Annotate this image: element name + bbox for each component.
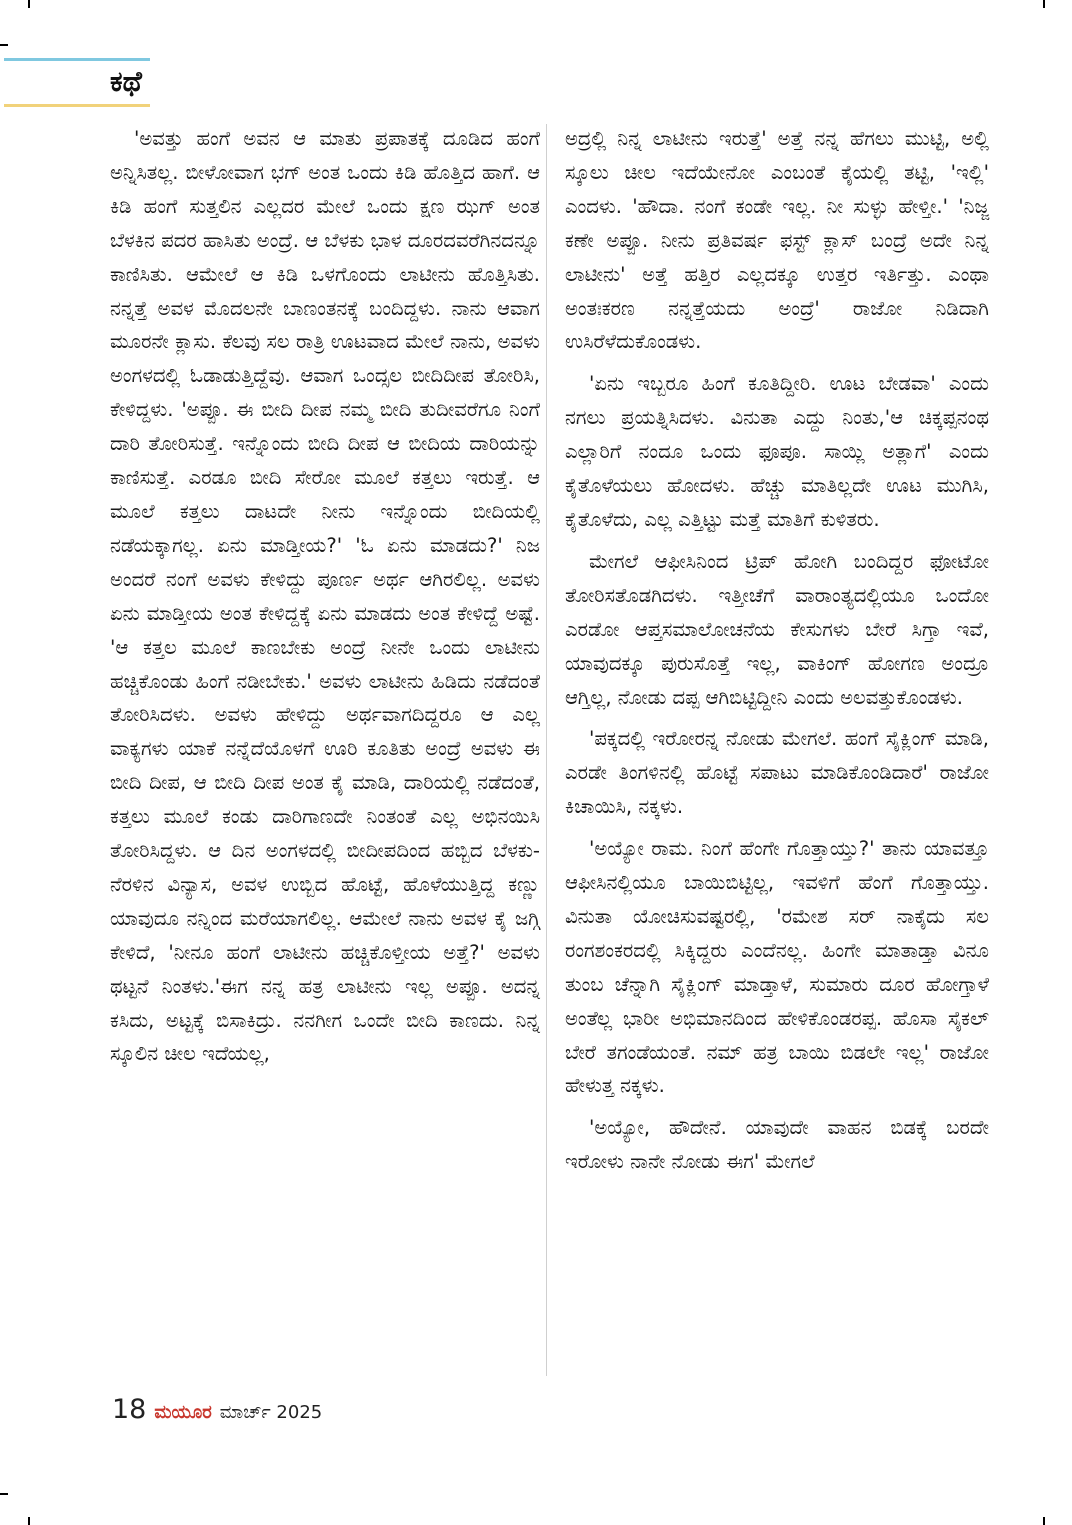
magazine-name: ಮಯೂರ [154,1402,212,1423]
column-divider [546,124,547,1376]
paragraph: 'ಅವತ್ತು ಹಂಗೆ ಅವನ ಆ ಮಾತು ಪ್ರಪಾತಕ್ಕೆ ದೂಡಿದ ಹಂಗೆ ಅನ್ನಿಸಿತಲ್ಲ. ಬೀಳೋವಾಗ ಭಗ್ ಅಂತ ಒಂದು ಕಿಡಿ ಹೊತ್ತಿದ ಹಾಗೆ. ಆ ಕಿಡಿ ಹಂಗೆ ಸುತ್ತಲಿನ ಎಲ್ಲದರ ಮೇಲೆ ಒಂದು ಕ್ಷಣ ಝಗ್ ಅಂತ ಬೆಳಕಿನ ಪದರ ಹಾಸಿತು ಅಂದ್ರೆ. ಆ ಬೆಳಕು ಭಾಳ ದೂರದವರೆಗಿನದನ್ನೂ ಕಾಣಿಸಿತು. ಆಮೇಲೆ ಆ ಕಿಡಿ ಒಳಗೊಂದು ಲಾಟೀನು ಹೊತ್ತಿಸಿತು. ನನ್ನತ್ತೆ ಅವಳ ಮೊದಲನೇ ಬಾಣಂತನಕ್ಕೆ ಬಂದಿದ್ದಳು. ನಾನು ಆವಾಗ ಮೂರನೇ ಕ್ಲಾಸು. ಕೆಲವು ಸಲ ರಾತ್ರಿ ಊಟವಾದ ಮೇಲೆ ನಾನು, ಅವಳು ಅಂಗಳದಲ್ಲಿ ಓಡಾಡುತ್ತಿದ್ದೆವು. ಆವಾಗ ಒಂದ್ಸಲ ಬೀದಿದೀಪ ತೋರಿಸಿ, ಕೇಳಿದ್ದಳು. 'ಅಪ್ಪೂ. ಈ ಬೀದಿ ದೀಪ ನಮ್ಮ ಬೀದಿ ತುದೀವರೆಗೂ ನಿಂಗೆ ದಾರಿ ತೋರಿಸುತ್ತೆ. ಇನ್ನೊಂದು ಬೀದಿ ದೀಪ ಆ ಬೀದಿಯ ದಾರಿಯನ್ನು ಕಾಣಿಸುತ್ತೆ. ಎರಡೂ ಬೀದಿ ಸೇರೋ ಮೂಲೆ ಕತ್ತಲು ಇರುತ್ತೆ. ಆ ಮೂಲೆ ಕತ್ತಲು ದಾಟದೇ ನೀನು ಇನ್ನೊಂದು ಬೀದಿಯಲ್ಲಿ ನಡೆಯಕ್ಕಾಗಲ್ಲ. ಏನು ಮಾಡ್ತೀಯ?' 'ಓ ಏನು ಮಾಡದು?' ನಿಜ ಅಂದರೆ ನಂಗೆ ಅವಳು ಕೇಳಿದ್ದು ಪೂರ್ಣ ಅರ್ಥ ಆಗಿರಲಿಲ್ಲ. ಅವಳು ಏನು ಮಾಡ್ತೀಯ ಅಂತ ಕೇಳಿದ್ದಕ್ಕೆ ಏನು ಮಾಡದು ಅಂತ ಕೇಳಿದ್ದೆ ಅಷ್ಟೆ. 'ಆ ಕತ್ತಲ ಮೂಲೆ ಕಾಣಬೇಕು ಅಂದ್ರೆ ನೀನೇ ಒಂದು ಲಾಟೀನು ಹಚ್ಚಿಕೊಂಡು ಹಿಂಗೆ ನಡೀಬೇಕು.' ಅವಳು ಲಾಟೀನು ಹಿಡಿದು ನಡೆದಂತೆ ತೋರಿಸಿದಳು. ಅವಳು ಹೇಳಿದ್ದು ಅರ್ಥವಾಗದಿದ್ದರೂ ಆ ಎಲ್ಲ ವಾಕ್ಯಗಳು ಯಾಕೆ ನನ್ನೆದೆಯೊಳಗೆ ಊರಿ ಕೂತಿತು ಅಂದ್ರೆ ಅವಳು ಈ ಬೀದಿ ದೀಪ, ಆ ಬೀದಿ ದೀಪ ಅಂತ ಕೈ ಮಾಡಿ, ದಾರಿಯಲ್ಲಿ ನಡೆದಂತೆ, ಕತ್ತಲು ಮೂಲೆ ಕಂಡು ದಾರಿಗಾಣದೇ ನಿಂತಂತೆ ಎಲ್ಲ ಅಭಿನಯಿಸಿ ತೋರಿಸಿದ್ದಳು. ಆ ದಿನ ಅಂಗಳದಲ್ಲಿ ಬೀದೀಪದಿಂದ ಹಬ್ಬಿದ ಬೆಳಕು-ನೆರಳಿನ ವಿನ್ಯಾಸ, ಅವಳ ಉಬ್ಬಿದ ಹೊಟ್ಟೆ, ಹೊಳೆಯುತ್ತಿದ್ದ ಕಣ್ಣು ಯಾವುದೂ ನನ್ನಿಂದ ಮರೆಯಾಗಲಿಲ್ಲ. ಆಮೇಲೆ ನಾನು ಅವಳ ಕೈ ಜಗ್ಗಿ ಕೇಳಿದೆ, 'ನೀನೂ ಹಂಗೆ ಲಾಟೀನು ಹಚ್ಚಿಕೊಳ್ತೀಯ ಅತ್ತೆ?' ಅವಳು ಥಟ್ಟನೆ ನಿಂತಳು.'ಈಗ ನನ್ನ ಹತ್ರ ಲಾಟೀನು ಇಲ್ಲ ಅಪ್ಪೂ. ಅದನ್ನ ಕಸಿದು, ಅಟ್ಟಕ್ಕೆ ಬಿಸಾಕಿದ್ರು. ನನಗೀಗ ಒಂದೇ ಬೀದಿ ಕಾಣದು. ನಿನ್ನ ಸ್ಕೂಲಿನ ಚೀಲ ಇದೆಯಲ್ಲ, [110,127,540,1066]
section-label: ಕಥೆ [110,65,142,98]
crop-mark [28,1517,30,1525]
header-rule-top [4,58,150,61]
right-column [565,122,989,1187]
page-number: 18 [112,1394,147,1425]
crop-mark [1043,0,1045,8]
crop-mark [1043,1517,1045,1525]
left-column [110,122,540,1079]
crop-mark [28,0,30,8]
page-footer [112,1394,322,1425]
paragraph: 'ಅಯ್ಯೋ, ಹೌದೇನೆ. ಯಾವುದೇ ವಾಹನ ಬಿಡಕ್ಕೆ ಬರದೇ ಇರೋಳು ನಾನೇ ನೋಡು ಈಗ' ಮೇಗಲೆ [565,1116,989,1174]
crop-mark [0,44,8,46]
paragraph: ಮೇಗಲೆ ಆಫೀಸಿನಿಂದ ಟ್ರಿಪ್ ಹೋಗಿ ಬಂದಿದ್ದರ ಫೋಟೋ ತೋರಿಸತೊಡಗಿದಳು. ಇತ್ತೀಚೆಗೆ ವಾರಾಂತ್ಯದಲ್ಲಿಯೂ ಒಂದೋ ಎರಡೋ ಆಪ್ತಸಮಾಲೋಚನೆಯ ಕೇಸುಗಳು ಬೇರೆ ಸಿಗ್ತಾ ಇವೆ, ಯಾವುದಕ್ಕೂ ಪುರುಸೊತ್ತೆ ಇಲ್ಲ, ವಾಕಿಂಗ್ ಹೋಗಣ ಅಂದ್ರೂ ಆಗ್ತಿಲ್ಲ, ನೋಡು ದಪ್ಪ ಆಗಿಬಿಟ್ಟಿದ್ದೀನಿ ಎಂದು ಅಲವತ್ತುಕೊಂಡಳು. [565,549,989,709]
paragraph: 'ಪಕ್ಕದಲ್ಲಿ ಇರೋರನ್ನ ನೋಡು ಮೇಗಲೆ. ಹಂಗೆ ಸೈಕ್ಲಿಂಗ್ ಮಾಡಿ, ಎರಡೇ ತಿಂಗಳಿನಲ್ಲಿ ಹೊಟ್ಟೆ ಸಪಾಟು ಮಾಡಿಕೊಂಡಿದಾರೆ' ರಾಜೋ ಕಿಚಾಯಿಸಿ, ನಕ್ಕಳು. [565,727,989,819]
paragraph: ಅದ್ರಲ್ಲಿ ನಿನ್ನ ಲಾಟೀನು ಇರುತ್ತೆ' ಅತ್ತೆ ನನ್ನ ಹೆಗಲು ಮುಟ್ಟಿ, ಅಲ್ಲಿ ಸ್ಕೂಲು ಚೀಲ ಇದೆಯೇನೋ ಎಂಬಂತೆ ಕೈಯಲ್ಲಿ ತಟ್ಟಿ, 'ಇಲ್ಲಿ' ಎಂದಳು. 'ಹೌದಾ. ನಂಗೆ ಕಂಡೇ ಇಲ್ಲ. ನೀ ಸುಳ್ಳು ಹೇಳ್ತೀ.' 'ನಿಜ್ಜ ಕಣೇ ಅಪ್ಪೂ. ನೀನು ಪ್ರತಿವರ್ಷ ಫಸ್ಟ್ ಕ್ಲಾಸ್ ಬಂದ್ರೆ ಅದೇ ನಿನ್ನ ಲಾಟೀನು' ಅತ್ತೆ ಹತ್ತಿರ ಎಲ್ಲದಕ್ಕೂ ಉತ್ತರ ಇರ್ತಿತ್ತು. ಎಂಥಾ ಅಂತಃಕರಣ ನನ್ನತ್ತೆಯದು ಅಂದ್ರೆ' ರಾಜೋ ನಿಡಿದಾಗಿ ಉಸಿರೆಳೆದುಕೊಂಡಳು. [565,127,989,354]
issue-date: ಮಾರ್ಚ್ 2025 [219,1402,323,1423]
header-rule-bottom [4,104,150,107]
paragraph: 'ಅಯ್ಯೋ ರಾಮ. ನಿಂಗೆ ಹೆಂಗೇ ಗೊತ್ತಾಯ್ತು?' ತಾನು ಯಾವತ್ತೂ ಆಫೀಸಿನಲ್ಲಿಯೂ ಬಾಯಿಬಿಟ್ಟಿಲ್ಲ, ಇವಳಿಗೆ ಹೆಂಗೆ ಗೊತ್ತಾಯ್ತು. ವಿನುತಾ ಯೋಚಿಸುವಷ್ಟರಲ್ಲಿ, 'ರಮೇಶ ಸರ್ ನಾಕೈದು ಸಲ ರಂಗಶಂಕರದಲ್ಲಿ ಸಿಕ್ಕಿದ್ದರು ಎಂದೆನಲ್ಲ. ಹಿಂಗೇ ಮಾತಾಡ್ತಾ ವಿನೂ ತುಂಬ ಚೆನ್ನಾಗಿ ಸೈಕ್ಲಿಂಗ್ ಮಾಡ್ತಾಳೆ, ಸುಮಾರು ದೂರ ಹೋಗ್ತಾಳೆ ಅಂತೆಲ್ಲ ಭಾರೀ ಅಭಿಮಾನದಿಂದ ಹೇಳಿಕೊಂಡರಪ್ಪ. ಹೊಸಾ ಸೈಕಲ್ ಬೇರೆ ತಗಂಡೆಯಂತೆ. ನಮ್ ಹತ್ರ ಬಾಯಿ ಬಿಡಲೇ ಇಲ್ಲ' ರಾಜೋ ಹೇಳುತ್ತ ನಕ್ಕಳು. [565,837,989,1098]
crop-mark [0,1493,8,1495]
paragraph: 'ಏನು ಇಬ್ಬರೂ ಹಿಂಗೆ ಕೂತಿದ್ದೀರಿ. ಊಟ ಬೇಡವಾ' ಎಂದು ನಗಲು ಪ್ರಯತ್ನಿಸಿದಳು. ವಿನುತಾ ಎದ್ದು ನಿಂತು,'ಆ ಚಿಕ್ಕಪ್ಪನಂಥ ಎಲ್ಲಾರಿಗೆ ನಂದೂ ಒಂದು ಫೂಪೂ. ಸಾಯ್ಲಿ ಅತ್ಲಾಗೆ' ಎಂದು ಕೈತೊಳೆಯಲು ಹೋದಳು. ಹೆಚ್ಚು ಮಾತಿಲ್ಲದೇ ಊಟ ಮುಗಿಸಿ, ಕೈತೊಳೆದು, ಎಲ್ಲ ಎತ್ತಿಟ್ಟು ಮತ್ತೆ ಮಾತಿಗೆ ಕುಳಿತರು. [565,372,989,531]
